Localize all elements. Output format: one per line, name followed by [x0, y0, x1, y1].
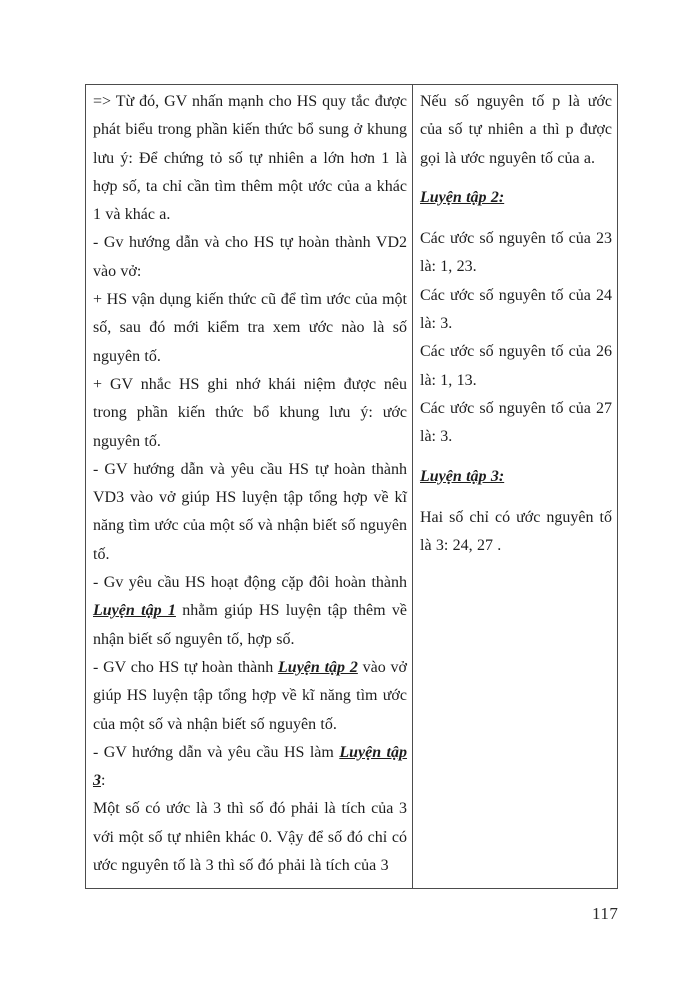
- text-run: + GV nhắc HS ghi nhớ khái niệm được nêu trong phần kiến thức bổ khung lưu ý: ước nguyên tố.: [93, 375, 407, 450]
- products-paragraph-6: [420, 395, 612, 452]
- text-run: - GV cho HS tự hoàn thành: [93, 658, 279, 676]
- products-heading-7: [420, 463, 612, 491]
- text-run: Các ước số nguyên tố của 24 là: 3.: [420, 286, 612, 333]
- exercise-reference: Luyện tập 1: [93, 602, 176, 620]
- activities-paragraph-6: [93, 569, 407, 654]
- text-run: Nếu số nguyên tố p là ước của số tự nhiên a thì p được gọi là ước nguyên tố của a.: [420, 93, 612, 167]
- products-paragraph-1: [420, 88, 612, 173]
- activities-paragraph-5: [93, 456, 407, 569]
- activities-paragraph-9: [93, 795, 407, 880]
- page-number: 117: [592, 904, 619, 923]
- text-run: Các ước số nguyên tố của 23 là: 1, 23.: [420, 230, 612, 276]
- text-run: Luyện tập 2:: [420, 188, 505, 206]
- products-paragraph-5: [420, 338, 612, 395]
- text-run: Các ước số nguyên tố của 26 là: 1, 13.: [420, 343, 612, 389]
- products-heading-2: [420, 184, 612, 212]
- text-run: - GV hướng dẫn và yêu cầu HS làm: [93, 743, 340, 761]
- text-run: Luyện tập 3:: [420, 467, 505, 485]
- activities-paragraph-7: [93, 654, 407, 739]
- exercise-reference: Luyện tập 2: [278, 658, 358, 676]
- activities-paragraph-2: [93, 229, 407, 286]
- table-cell-expected-products: [413, 85, 618, 889]
- text-run: Một số có ước là 3 thì số đó phải là tích của 3 với một số tự nhiên khác 0. Vậy để số đó chỉ có ước nguyên tố là 3 thì số đó phải là tích của 3: [93, 800, 407, 875]
- activities-paragraph-3: [93, 286, 407, 371]
- products-paragraph-4: [420, 282, 612, 339]
- text-run: Các ước số nguyên tố của 27 là: 3.: [420, 399, 612, 446]
- activities-paragraph-4: [93, 371, 407, 456]
- text-run: - GV hướng dẫn và yêu cầu HS tự hoàn thành VD3 vào vở giúp HS luyện tập tổng hợp về kĩ năng tìm ước của một số và nhận biết số nguyên tố.: [93, 460, 407, 563]
- text-run: Hai số chỉ có ước nguyên tố là 3: 24, 27 .: [420, 508, 612, 555]
- lesson-plan-table: [85, 84, 618, 889]
- table-row: [86, 85, 618, 889]
- products-paragraph-8: [420, 504, 612, 561]
- text-run: :: [101, 772, 106, 790]
- text-run: nhằm giúp HS luyện tập thêm về nhận biết số nguyên tố, hợp số.: [93, 602, 408, 648]
- activities-paragraph-1: [93, 88, 407, 229]
- exercise-reference: Luyện tập 3: [93, 743, 407, 790]
- activities-paragraph-8: [93, 739, 407, 796]
- table-cell-teacher-activities: [86, 85, 413, 889]
- text-run: vào vở giúp HS luyện tập tổng hợp về kĩ năng tìm ước của một số và nhận biết số nguyên tố.: [93, 658, 407, 733]
- text-run: => Từ đó, GV nhấn mạnh cho HS quy tắc được phát biểu trong phần kiến thức bổ sung ở khung lưu ý: Để chứng tỏ số tự nhiên a lớn hơn 1 là hợp số, ta chỉ cần tìm thêm một ước của a khác 1 và khác a.: [93, 93, 407, 224]
- products-paragraph-3: [420, 225, 612, 282]
- text-run: - Gv yêu cầu HS hoạt động cặp đôi hoàn thành: [93, 574, 407, 592]
- text-run: - Gv hướng dẫn và cho HS tự hoàn thành VD2 vào vở:: [93, 234, 407, 280]
- text-run: + HS vận dụng kiến thức cũ để tìm ước của một số, sau đó mới kiểm tra xem ước nào là số nguyên tố.: [93, 291, 407, 365]
